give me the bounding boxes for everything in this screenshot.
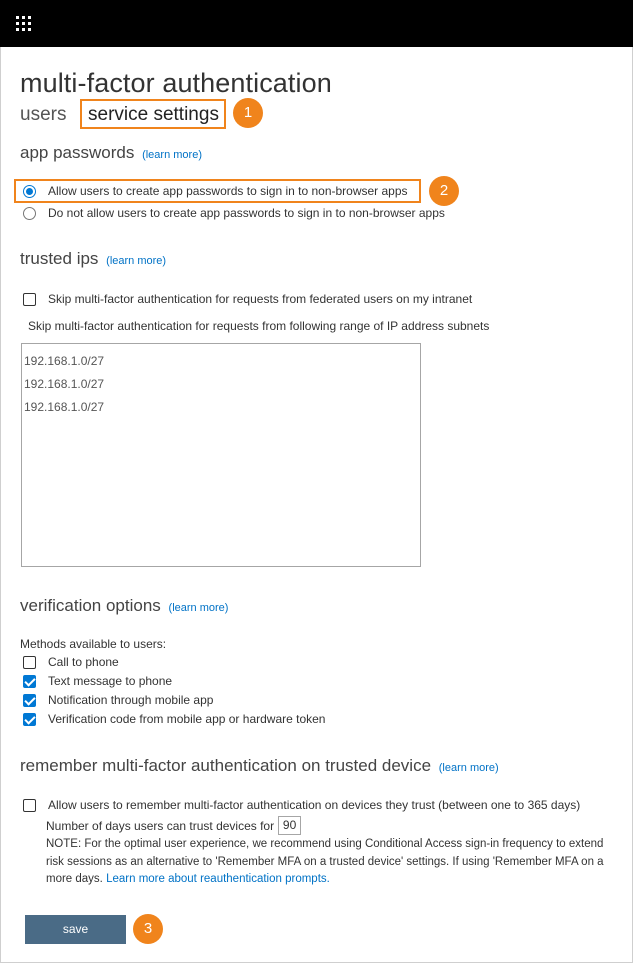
mobile-app-notification-label: Notification through mobile app — [48, 693, 214, 707]
top-bar — [0, 0, 633, 47]
page-title: multi-factor authentication — [20, 68, 332, 98]
allow-app-passwords-radio[interactable] — [23, 185, 36, 198]
method-call-to-phone[interactable] — [23, 655, 119, 669]
callout-badge-3: 3 — [133, 914, 163, 944]
verification-options-title: verification options — [20, 596, 161, 615]
skip-federated-option[interactable] — [23, 292, 472, 306]
callout-badge-1: 1 — [233, 98, 263, 128]
deny-app-passwords-radio[interactable] — [23, 207, 36, 220]
verification-code-checkbox[interactable] — [23, 713, 36, 726]
skip-federated-checkbox[interactable] — [23, 293, 36, 306]
remember-mfa-learn-more-link[interactable]: (learn more) — [438, 762, 499, 774]
app-passwords-heading — [20, 143, 202, 163]
trust-days-input[interactable]: 90 — [278, 816, 301, 835]
method-verification-code[interactable] — [23, 712, 325, 726]
app-passwords-learn-more-link[interactable]: (learn more) — [142, 149, 202, 161]
trusted-ips-heading — [20, 249, 166, 269]
note-line-prefix: more days. — [46, 873, 103, 885]
call-to-phone-checkbox[interactable] — [23, 656, 36, 669]
allow-app-passwords-label: Allow users to create app passwords to sign in to non-browser apps — [48, 184, 408, 198]
methods-label: Methods available to users: — [20, 637, 167, 651]
reauth-note — [46, 836, 633, 889]
note-line-last — [46, 871, 633, 889]
verification-options-learn-more-link[interactable]: (learn more) — [168, 602, 229, 614]
text-message-checkbox[interactable] — [23, 675, 36, 688]
ip-subnet-entry: 192.168.1.0/27 — [24, 354, 105, 368]
skip-federated-label: Skip multi-factor authentication for requests from federated users on my intranet — [48, 292, 473, 306]
method-text-message[interactable] — [23, 674, 172, 688]
remember-mfa-title: remember multi-factor authentication on trusted device — [20, 756, 432, 775]
note-line: NOTE: For the optimal user experience, we recommend using Conditional Access sign-in frequency to extend — [46, 838, 604, 850]
call-to-phone-label: Call to phone — [48, 655, 119, 669]
app-password-allow-option[interactable] — [23, 184, 408, 198]
verification-options-heading — [20, 596, 228, 616]
verification-code-label: Verification code from mobile app or hardware token — [48, 712, 326, 726]
ip-subnets-textarea[interactable] — [21, 343, 421, 567]
remember-mfa-heading — [20, 756, 499, 776]
trust-days-label: Number of days users can trust devices for — [46, 818, 275, 833]
ip-subnet-entry: 192.168.1.0/27 — [24, 400, 105, 414]
ip-subnet-entry: 192.168.1.0/27 — [24, 377, 105, 391]
app-launcher-icon[interactable] — [16, 16, 32, 32]
text-message-label: Text message to phone — [48, 674, 173, 688]
method-mobile-app-notification[interactable] — [23, 693, 213, 707]
trusted-ips-title: trusted ips — [20, 249, 99, 268]
mobile-app-notification-checkbox[interactable] — [23, 694, 36, 707]
deny-app-passwords-label: Do not allow users to create app passwords to sign in to non-browser apps — [48, 206, 445, 220]
tab-users[interactable]: users — [20, 104, 67, 125]
trust-days-row — [46, 816, 301, 835]
tab-service-settings[interactable]: service settings — [80, 99, 226, 129]
remember-mfa-label: Allow users to remember multi-factor authentication on devices they trust (between one to 365 days) — [48, 798, 581, 812]
note-line: risk sessions as an alternative to 'Remember MFA on a trusted device' settings. If using 'Remember MFA on a — [46, 855, 604, 868]
ip-subnets-label: Skip multi-factor authentication for requests from following range of IP address subnets — [28, 319, 490, 333]
remember-mfa-option[interactable] — [23, 798, 580, 812]
reauthentication-prompts-link[interactable]: Learn more about reauthentication prompts. — [106, 873, 330, 885]
app-password-deny-option[interactable] — [23, 206, 445, 220]
app-passwords-title: app passwords — [20, 143, 135, 162]
save-button[interactable]: save — [25, 915, 126, 944]
callout-badge-2: 2 — [429, 176, 459, 206]
trusted-ips-learn-more-link[interactable]: (learn more) — [106, 255, 167, 267]
remember-mfa-checkbox[interactable] — [23, 799, 36, 812]
